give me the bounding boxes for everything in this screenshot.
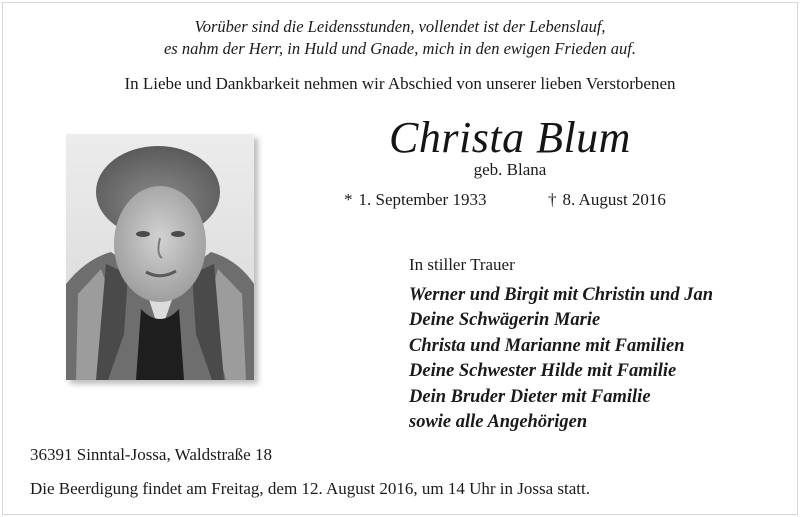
- mourner-line: Christa und Marianne mit Familien: [409, 335, 685, 356]
- mourner-line: Deine Schwägerin Marie: [409, 310, 601, 331]
- deceased-name: Christa Blum: [389, 113, 631, 162]
- death-date: 8. August 2016: [562, 190, 666, 209]
- mourner-line: Werner und Birgit mit Christin und Jan: [409, 285, 713, 305]
- verse-line-2: es nahm der Herr, in Huld und Gnade, mich in den ewigen Frieden auf.: [163, 39, 636, 58]
- memorial-verse: [0, 16, 800, 60]
- maiden-name: geb. Blana: [473, 160, 547, 179]
- funeral-notice: Die Beerdigung findet am Freitag, dem 12. August 2016, um 14 Uhr in Jossa statt.: [30, 479, 590, 498]
- family-address: 36391 Sinntal-Jossa, Waldstraße 18: [30, 445, 272, 464]
- portrait-photo: [66, 134, 254, 380]
- birth-date: 1. September 1933: [358, 190, 487, 209]
- mourner-line: sowie alle Angehörigen: [409, 412, 588, 433]
- verse-line-1: Vorüber sind die Leidensstunden, vollendet ist der Lebenslauf,: [194, 17, 606, 36]
- birth-star-icon: *: [344, 190, 353, 209]
- death-cross-icon: †: [548, 190, 557, 209]
- death-info: [548, 190, 666, 210]
- mourner-line: Dein Bruder Dieter mit Familie: [409, 386, 651, 407]
- mourner-line: Deine Schwester Hilde mit Familie: [409, 361, 677, 382]
- farewell-intro: In Liebe und Dankbarkeit nehmen wir Abschied von unserer lieben Verstorbenen: [124, 74, 676, 93]
- birth-info: [344, 190, 486, 210]
- mourners-list: [409, 283, 713, 435]
- mourning-heading: In stiller Trauer: [409, 255, 515, 274]
